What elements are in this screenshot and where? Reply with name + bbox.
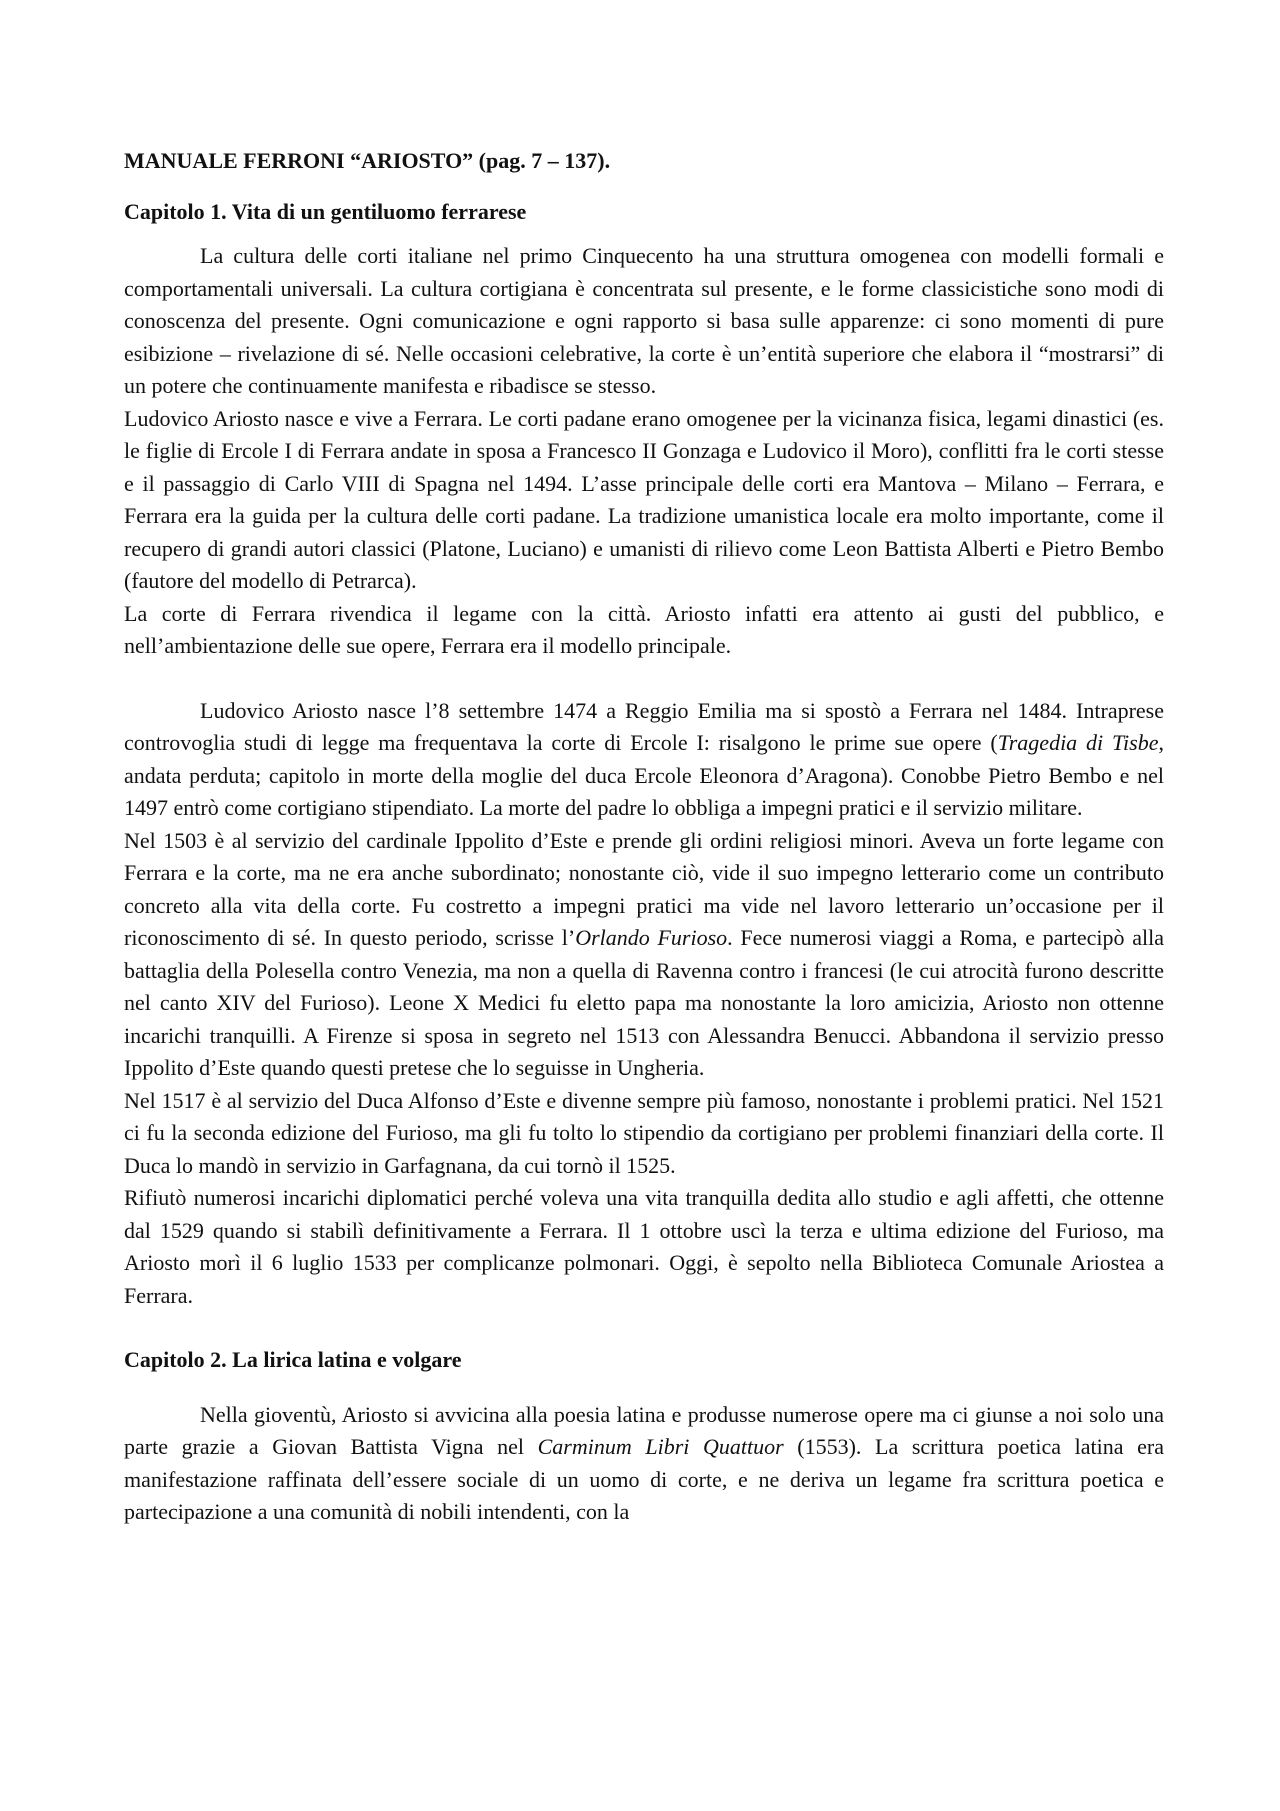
chapter-1-heading: Capitolo 1. Vita di un gentiluomo ferrarese [124, 198, 527, 224]
chapter-2-paragraph-1-text-a: Nella gioventù, Ariosto si avvicina alla poesia latina e produsse numerose opere ma ci giunse a noi solo una parte grazie a Giovan Battista Vigna nel [124, 1401, 1164, 1459]
paragraph-4-text-a: Ludovico Ariosto nasce l’8 settembre 1474 a Reggio Emilia ma si spostò a Ferrara nel 1484. Intraprese controvoglia studi di legge ma frequentava la corte di Ercole I: risalgono le prime sue opere ( [124, 697, 1164, 755]
chapter-2-paragraph-1 [124, 1399, 1164, 1529]
chapter-1-paragraph-1: La cultura delle corti italiane nel primo Cinquecento ha una struttura omogenea con modelli formali e comportamentali universali. La cultura cortigiana è concentrata sul presente, e le forme classicistiche sono modi di conoscenza del presente. Ogni comunicazione e ogni rapporto si basa sulle apparenze: ci sono momenti di pure esibizione – rivelazione di sé. Nelle occasioni celebrative, la corte è un’entità superiore che elabora il “mostrarsi” di un potere che continuamente manifesta e ribadisce se stesso. [124, 243, 1164, 398]
paragraph-spacer [124, 663, 1164, 695]
document-page [124, 145, 1164, 1529]
paragraph-4-italic-title: Tragedia di Tisbe [997, 730, 1159, 755]
chapter-1-paragraph-2: Ludovico Ariosto nasce e vive a Ferrara. Le corti padane erano omogenee per la vicinanza fisica, legami dinastici (es. le figlie di Ercole I di Ferrara andate in sposa a Francesco II Gonzaga e Ludovico il Moro), conflitti fra le corti stesse e il passaggio di Carlo VIII di Spagna nel 1494. L’asse principale delle corti era Mantova – Milano – Ferrara, e Ferrara era la guida per la cultura delle corti padane. La tradizione umanistica locale era molto importante, come il recupero di grandi autori classici (Platone, Luciano) e umanisti di rilievo come Leon Battista Alberti e Pietro Bembo (fautore del modello di Petrarca). [124, 405, 1164, 593]
paragraph-5-text-b: . Fece numerosi viaggi a Roma, e partecipò alla battaglia della Polesella contro Venezia, ma non a quella di Ravenna contro i francesi (le cui atrocità furono descritte nel canto XIV del Furioso). Leone X Medici fu eletto papa ma nonostante la loro amicizia, Ariosto non ottenne incarichi tranquilli. A Firenze si sposa in segreto nel 1513 con Alessandra Benucci. Abbandona il servizio presso Ippolito d’Este quando questi pretese che lo seguisse in Ungheria. [124, 925, 1164, 1080]
paragraph-spacer [124, 1389, 1164, 1399]
chapter-1-paragraph-3: La corte di Ferrara rivendica il legame con la città. Ariosto infatti era attento ai gusti del pubblico, e nell’ambientazione delle sue opere, Ferrara era il modello principale. [124, 600, 1164, 658]
chapter-1-paragraph-6: Nel 1517 è al servizio del Duca Alfonso d’Este e divenne sempre più famoso, nonostante i problemi pratici. Nel 1521 ci fu la seconda edizione del Furioso, ma gli fu tolto lo stipendio da cortigiano per problemi finanziari della corte. Il Duca lo mandò in servizio in Garfagnana, da cui tornò il 1525. [124, 1087, 1164, 1178]
chapter-2-heading: Capitolo 2. La lirica latina e volgare [124, 1347, 462, 1372]
paragraph-5-italic-title: Orlando Furioso [575, 925, 728, 950]
chapter-1-paragraph-4 [124, 695, 1164, 825]
paragraph-4-text-b: , andata perduta; capitolo in morte della moglie del duca Ercole Eleonora d’Aragona). Conobbe Pietro Bembo e nel 1497 entrò come cortigiano stipendiato. La morte del padre lo obbliga a impegni pratici e il servizio militare. [124, 730, 1164, 820]
chapter-2-paragraph-1-text-b: (1553). La scrittura poetica latina era manifestazione raffinata dell’essere sociale di un uomo di corte, e ne deriva un legame fra scrittura poetica e partecipazione a una comunità di nobili intendenti, con la [124, 1434, 1164, 1524]
paragraph-spacer [124, 1312, 1164, 1344]
paragraph-5-text-a: Nel 1503 è al servizio del cardinale Ippolito d’Este e prende gli ordini religiosi minori. Aveva un forte legame con Ferrara e la corte, ma ne era anche subordinato; nonostante ciò, vide il suo impegno letterario come un contributo concreto alla vita della corte. Fu costretto a impegni pratici ma vide nel lavoro letterario un’occasione per il riconoscimento di sé. In questo periodo, scrisse l’ [124, 827, 1164, 950]
chapter-1-paragraph-7: Rifiutò numerosi incarichi diplomatici perché voleva una vita tranquilla dedita allo studio e agli affetti, che ottenne dal 1529 quando si stabilì definitivamente a Ferrara. Il 1 ottobre uscì la terza e ultima edizione del Furioso, ma Ariosto morì il 6 luglio 1533 per complicanze polmonari. Oggi, è sepolto nella Biblioteca Comunale Ariostea a Ferrara. [124, 1185, 1164, 1308]
chapter-2-paragraph-1-italic-title: Carminum Libri Quattuor [537, 1434, 784, 1459]
document-title: MANUALE FERRONI “ARIOSTO” (pag. 7 – 137). [124, 148, 611, 173]
chapter-1-paragraph-5 [124, 825, 1164, 1085]
